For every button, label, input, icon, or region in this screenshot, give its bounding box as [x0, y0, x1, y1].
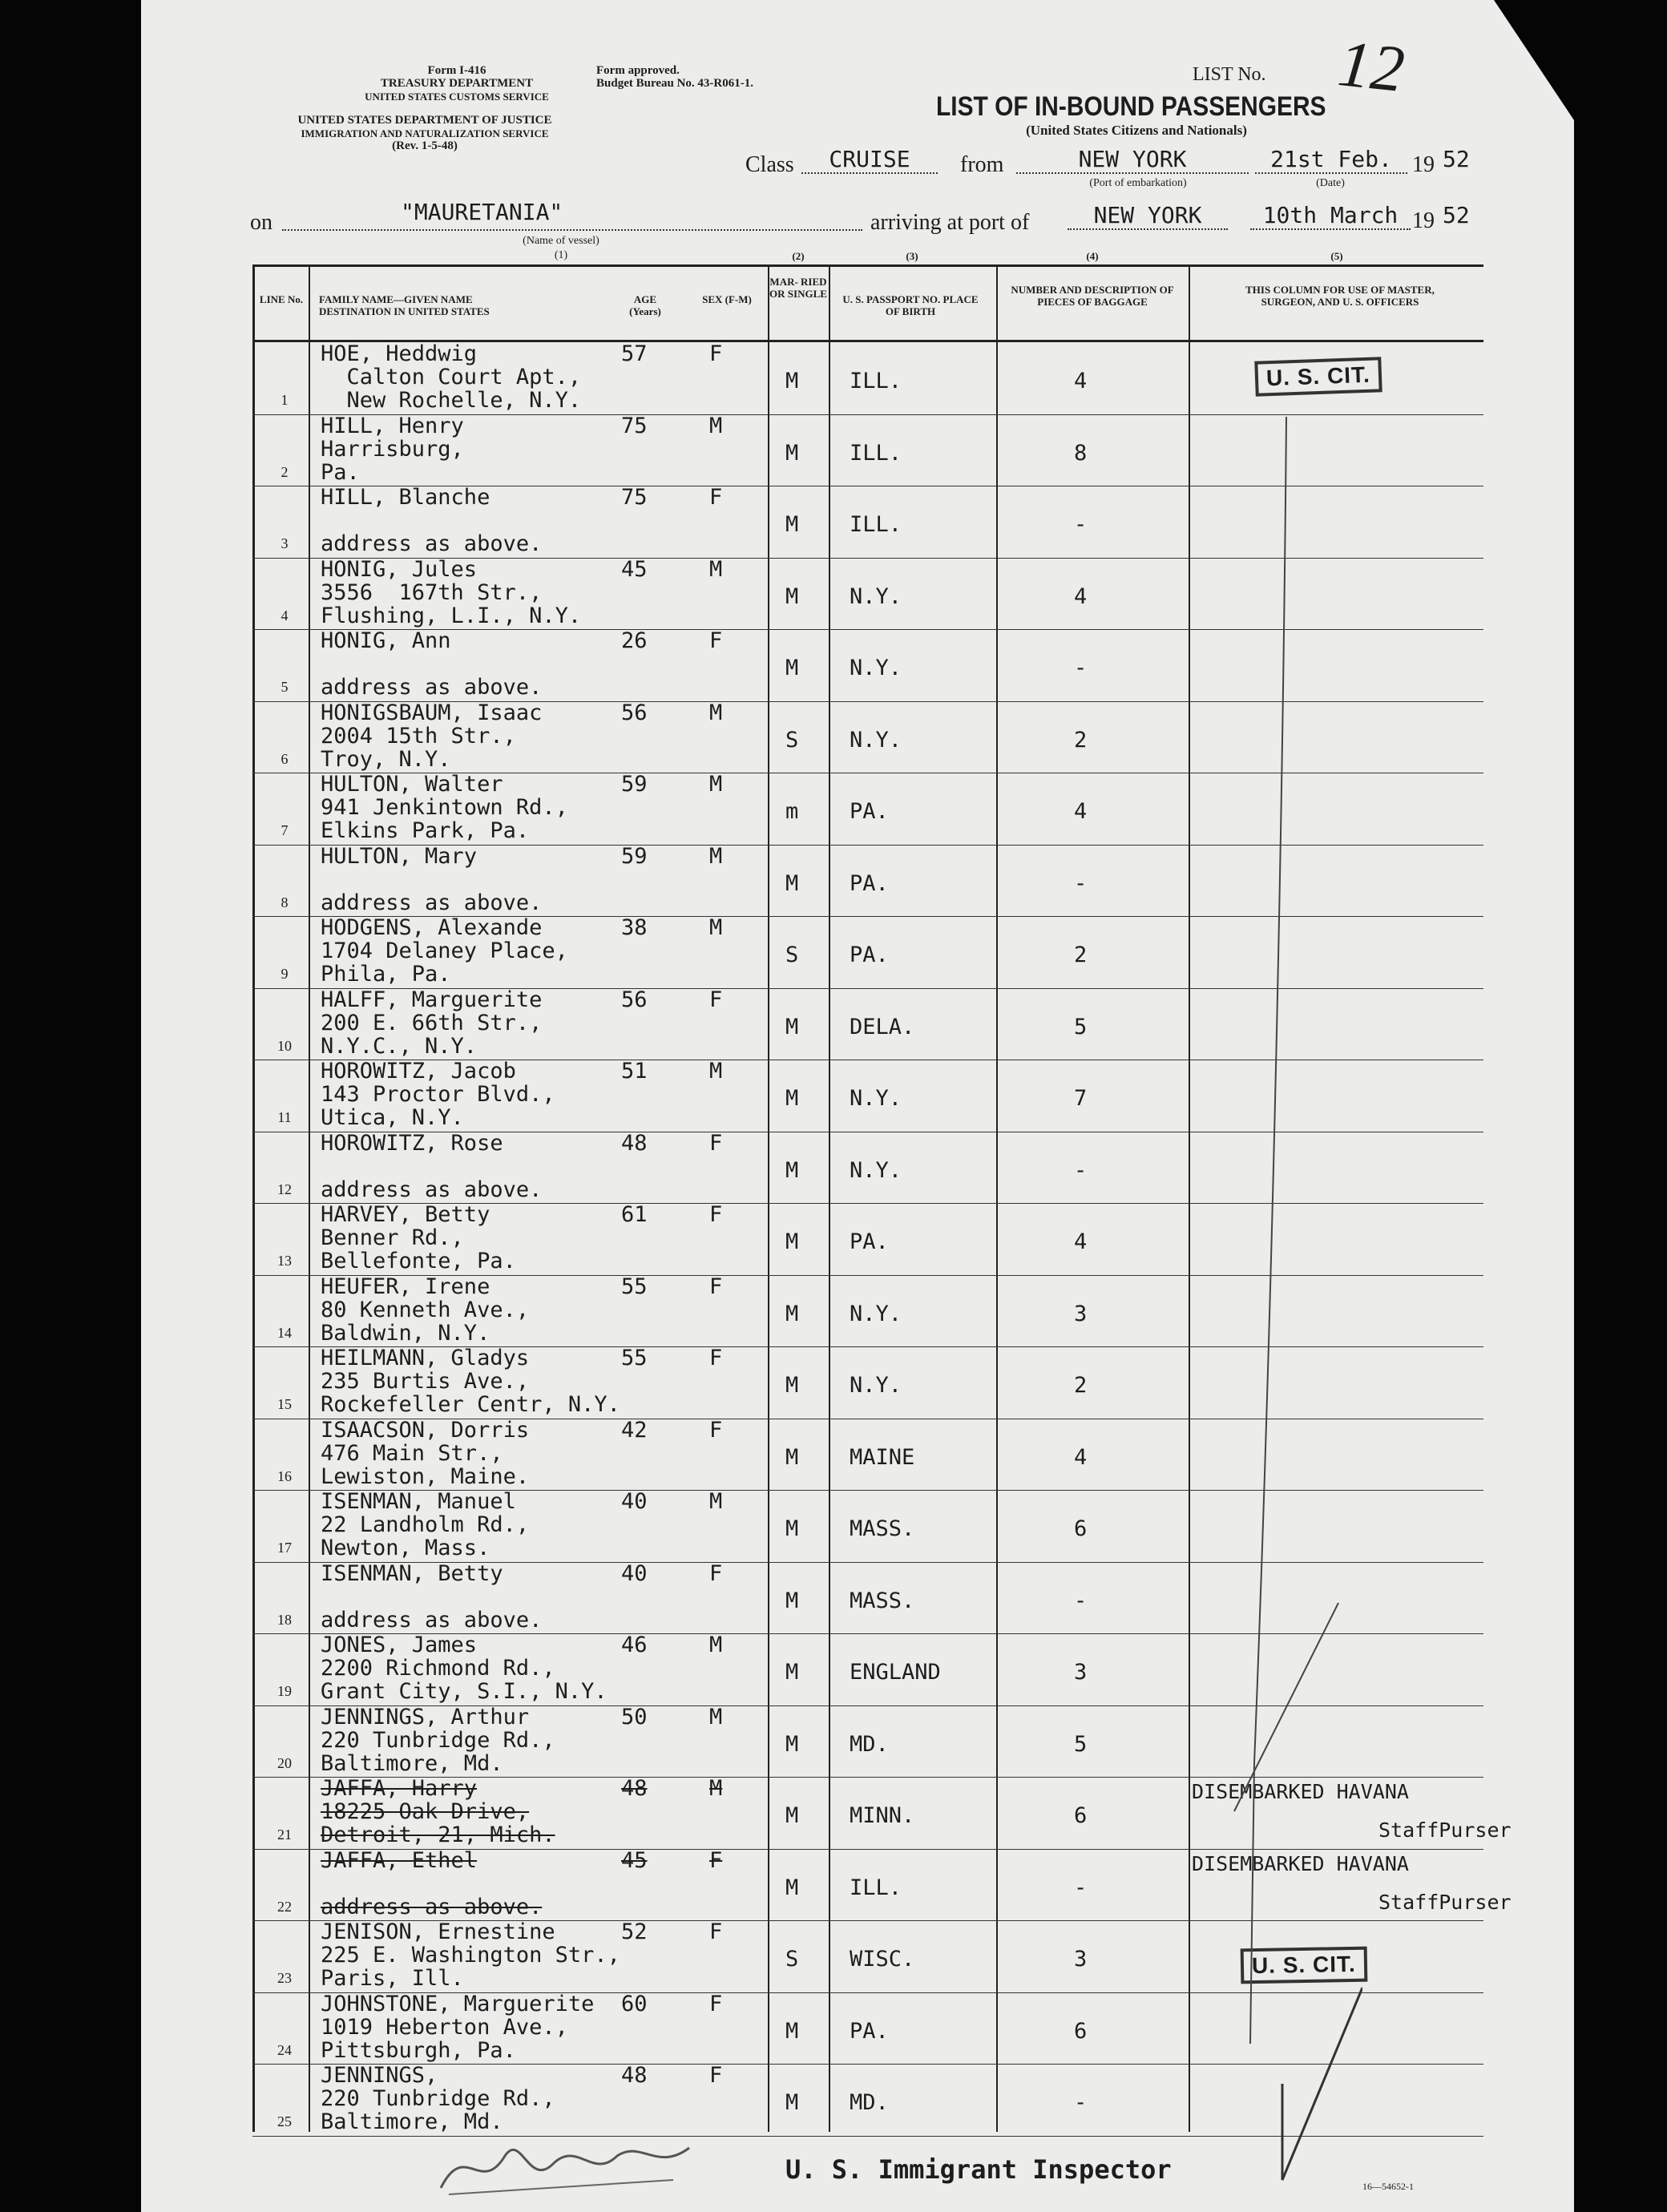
passenger-name: HEILMANN, Gladys	[321, 1346, 530, 1370]
married-single: M	[785, 1875, 799, 1900]
header-line-no: LINE No.	[259, 293, 304, 305]
address-line-2: Utica, N.Y.	[321, 1105, 464, 1130]
passenger-name: JAFFA, Harry	[321, 1776, 478, 1801]
baggage-count: 4	[1074, 799, 1088, 824]
line-number: 1	[281, 392, 289, 408]
place-of-birth: ILL.	[850, 512, 902, 537]
place-of-birth: PA.	[850, 2018, 889, 2044]
married-single: M	[785, 1588, 799, 1613]
married-single: M	[785, 1516, 799, 1541]
passenger-sex: F	[709, 341, 723, 366]
place-of-birth: ENGLAND	[850, 1660, 941, 1685]
address-line-2: Baltimore, Md.	[321, 1750, 503, 1776]
line-number: 9	[281, 966, 289, 982]
header-officers-column: THIS COLUMN FOR USE OF MASTER, SURGEON, AND U. S. OFFICERS	[1245, 284, 1435, 308]
line-number: 3	[281, 535, 289, 551]
passenger-age: 52	[621, 1919, 648, 1944]
married-single: S	[785, 727, 799, 753]
married-single: M	[785, 1157, 799, 1183]
verification-pencil-line	[1122, 401, 1362, 2204]
address-line-2: Detroit, 21, Mich.	[321, 1822, 555, 1847]
inspector-label: U. S. Immigrant Inspector	[785, 2154, 1172, 2185]
baggage-count: -	[1074, 1875, 1088, 1900]
line-number: 21	[277, 1827, 292, 1843]
address-line-1: 1704 Delaney Place,	[321, 938, 568, 963]
passenger-name: HULTON, Mary	[321, 843, 478, 869]
address-line-2: address as above.	[321, 1177, 543, 1202]
address-line-2: Phila, Pa.	[321, 962, 451, 987]
passenger-name: HILL, Blanche	[321, 485, 490, 510]
baggage-count: 3	[1074, 1301, 1088, 1326]
baggage-count: 4	[1074, 369, 1088, 394]
baggage-count: 4	[1074, 1229, 1088, 1254]
address-line-1: 143 Proctor Blvd.,	[321, 1082, 555, 1107]
from-label: from	[960, 152, 1004, 177]
baggage-count: 2	[1074, 1373, 1088, 1398]
passenger-sex: M	[709, 1704, 723, 1730]
passenger-age: 26	[621, 628, 648, 653]
document-title: LIST OF IN-BOUND PASSENGERS	[936, 91, 1326, 122]
address-line-1: 476 Main Str.,	[321, 1440, 503, 1466]
vessel-caption: (Name of vessel)	[523, 235, 599, 247]
baggage-count: -	[1074, 2090, 1088, 2115]
address-line-2: address as above.	[321, 1894, 543, 1919]
form-approved: Form approved.	[596, 64, 680, 77]
line-number: 7	[281, 822, 289, 838]
married-single: S	[785, 1947, 799, 1972]
passenger-sex: M	[709, 772, 723, 797]
married-single: S	[785, 943, 799, 967]
dept-ins: IMMIGRATION AND NATURALIZATION SERVICE	[301, 127, 549, 139]
address-line-1: Benner Rd.,	[321, 1225, 464, 1250]
baggage-count: 8	[1074, 440, 1088, 466]
line-number: 16	[277, 1467, 292, 1484]
line-number: 23	[277, 1970, 292, 1986]
passenger-name: HOE, Heddwig	[321, 341, 478, 366]
married-single: M	[785, 656, 799, 680]
officer-note: DISEMBARKED HAVANA	[1192, 1851, 1409, 1875]
married-single: M	[785, 870, 799, 896]
baggage-count: 2	[1074, 943, 1088, 967]
baggage-count: 5	[1074, 1731, 1088, 1757]
address-line-1: 941 Jenkintown Rd.,	[321, 795, 568, 820]
arrival-date: 10th March	[1250, 202, 1411, 230]
address-line-1: Calton Court Apt.,	[321, 365, 582, 390]
address-line-1: 235 Burtis Ave.,	[321, 1369, 530, 1394]
place-of-birth: MASS.	[850, 1516, 915, 1541]
passenger-age: 48	[621, 2063, 648, 2088]
dept-customs: UNITED STATES CUSTOMS SERVICE	[365, 91, 549, 103]
passenger-age: 59	[621, 843, 648, 869]
address-line-1: 80 Kenneth Ave.,	[321, 1297, 530, 1322]
line-number: 8	[281, 894, 289, 910]
passenger-name: HALFF, Marguerite	[321, 987, 543, 1012]
passenger-name: HONIG, Jules	[321, 556, 478, 582]
married-single: M	[785, 369, 799, 394]
baggage-count: 6	[1074, 2018, 1088, 2044]
dept-justice: UNITED STATES DEPARTMENT OF JUSTICE	[297, 114, 552, 127]
port-embark-caption: (Port of embarkation)	[1089, 177, 1187, 189]
passenger-sex: M	[709, 915, 723, 940]
passenger-name: HODGENS, Alexande	[321, 915, 543, 940]
line-number: 13	[277, 1253, 292, 1269]
place-of-birth: ILL.	[850, 440, 902, 466]
baggage-count: 7	[1074, 1086, 1088, 1111]
passenger-age: 48	[621, 1130, 648, 1156]
header-married-single: MAR- RIED OR SINGLE	[769, 276, 827, 300]
passenger-sex: F	[709, 1417, 723, 1443]
header-col4-number: (4)	[1086, 250, 1099, 262]
place-of-birth: N.Y.	[850, 1086, 902, 1111]
line-number: 11	[277, 1109, 292, 1125]
married-single: M	[785, 2090, 799, 2115]
passenger-sex: F	[709, 1560, 723, 1586]
baggage-count: -	[1074, 870, 1088, 896]
address-line-2: Bellefonte, Pa.	[321, 1249, 516, 1274]
married-single: M	[785, 1229, 799, 1254]
officer-signature-title: StaffPurser	[1378, 1890, 1512, 1914]
form-revision: (Rev. 1-5-48)	[392, 139, 458, 152]
married-single: M	[785, 2018, 799, 2044]
passenger-name: JOHNSTONE, Marguerite	[321, 1991, 595, 2016]
on-label: on	[250, 210, 272, 235]
passenger-age: 45	[621, 1847, 648, 1873]
address-line-1: 22 Landholm Rd.,	[321, 1512, 530, 1537]
departure-date: 21st Feb.	[1255, 146, 1407, 174]
passenger-age: 45	[621, 556, 648, 582]
line-number: 20	[277, 1754, 292, 1771]
passenger-sex: M	[709, 1633, 723, 1657]
baggage-count: -	[1074, 656, 1088, 680]
passenger-name: HULTON, Walter	[321, 772, 503, 797]
place-of-birth: ILL.	[850, 369, 902, 394]
passenger-sex: F	[709, 628, 723, 653]
address-line-2: N.Y.C., N.Y.	[321, 1033, 478, 1059]
address-line-1: 220 Tunbridge Rd.,	[321, 1727, 555, 1753]
place-of-birth: PA.	[850, 943, 889, 967]
address-line-2: Elkins Park, Pa.	[321, 818, 530, 843]
passenger-age: 51	[621, 1059, 648, 1084]
passenger-sex: M	[709, 1776, 723, 1801]
passenger-name: JENNINGS,	[321, 2063, 438, 2088]
passenger-name: HONIG, Ann	[321, 628, 451, 653]
place-of-birth: MASS.	[850, 1588, 915, 1613]
address-line-2: Pa.	[321, 459, 360, 485]
line-number: 24	[277, 2041, 292, 2058]
year-1: 52	[1443, 146, 1470, 172]
passenger-sex: F	[709, 2063, 723, 2088]
footer-form-code: 16—54652-1	[1362, 2181, 1414, 2192]
married-single: M	[785, 1086, 799, 1111]
place-of-birth: N.Y.	[850, 1301, 902, 1326]
address-line-1: Harrisburg,	[321, 436, 464, 462]
address-line-2: Pittsburgh, Pa.	[321, 2037, 516, 2063]
passenger-name: HEUFER, Irene	[321, 1274, 490, 1299]
header-col5-number: (5)	[1330, 250, 1343, 262]
line-number: 17	[277, 1540, 292, 1556]
from-value: NEW YORK	[1016, 146, 1249, 174]
passenger-sex: F	[709, 1991, 723, 2016]
passenger-age: 48	[621, 1776, 648, 1801]
passenger-sex: F	[709, 485, 723, 510]
line-number: 12	[277, 1181, 292, 1197]
form-id: Form I-416	[427, 64, 486, 77]
married-single: M	[785, 512, 799, 537]
officer-note: DISEMBARKED HAVANA	[1192, 1780, 1409, 1803]
us-citizen-stamp: U. S. CIT.	[1254, 357, 1382, 396]
passenger-sex: F	[709, 1202, 723, 1227]
married-single: M	[785, 1444, 799, 1470]
dept-treasury: TREASURY DEPARTMENT	[380, 77, 534, 90]
address-line-2: address as above.	[321, 890, 543, 915]
class-value: CRUISE	[801, 146, 938, 174]
table-top-rule	[252, 264, 1483, 267]
address-line-2: New Rochelle, N.Y.	[321, 388, 582, 413]
header-name-destination: FAMILY NAME—GIVEN NAME DESTINATION IN UNITED STATES	[319, 293, 490, 317]
passenger-age: 42	[621, 1417, 648, 1443]
address-line-2: Paris, Ill.	[321, 1966, 464, 1991]
address-line-2: Troy, N.Y.	[321, 746, 451, 772]
address-line-2: Lewiston, Maine.	[321, 1463, 530, 1489]
passenger-age: 56	[621, 700, 648, 725]
passenger-age: 61	[621, 1202, 648, 1227]
address-line-2: address as above.	[321, 675, 543, 700]
married-single: M	[785, 583, 799, 609]
passenger-name: ISENMAN, Manuel	[321, 1489, 516, 1514]
passenger-name: ISAACSON, Dorris	[321, 1417, 530, 1443]
date-caption: (Date)	[1316, 177, 1345, 189]
passenger-age: 57	[621, 341, 648, 366]
year-2: 52	[1443, 202, 1470, 228]
passenger-age: 46	[621, 1633, 648, 1657]
address-line-1: 18225 Oak Drive,	[321, 1799, 530, 1824]
header-col3-number: (3)	[906, 250, 918, 262]
baggage-count: 3	[1074, 1660, 1088, 1685]
place-of-birth: N.Y.	[850, 727, 902, 753]
place-of-birth: PA.	[850, 799, 889, 824]
arriving-label: arriving at port of	[870, 210, 1030, 235]
passenger-sex: F	[709, 1847, 723, 1873]
place-of-birth: MD.	[850, 2090, 889, 2115]
baggage-count: 5	[1074, 1014, 1088, 1039]
address-line-1: 2200 Richmond Rd.,	[321, 1656, 555, 1681]
line-number: 4	[281, 607, 289, 624]
passenger-sex: M	[709, 413, 723, 438]
place-of-birth: PA.	[850, 1229, 889, 1254]
address-line-1: 3556 167th Str.,	[321, 579, 543, 605]
place-of-birth: MAINE	[850, 1444, 915, 1470]
passenger-age: 75	[621, 413, 648, 438]
passenger-sex: M	[709, 843, 723, 869]
line-number: 14	[277, 1324, 292, 1341]
line-number: 6	[281, 750, 289, 767]
baggage-count: -	[1074, 1157, 1088, 1183]
passenger-age: 40	[621, 1560, 648, 1586]
passenger-name: JENISON, Ernestine	[321, 1919, 555, 1944]
line-number: 5	[281, 679, 289, 695]
address-line-1: 2004 15th Str.,	[321, 723, 516, 749]
baggage-count: 4	[1074, 1444, 1088, 1470]
passenger-age: 38	[621, 915, 648, 940]
place-of-birth: N.Y.	[850, 656, 902, 680]
class-label: Class	[745, 152, 794, 177]
address-line-2: Rockefeller Centr, N.Y.	[321, 1392, 620, 1417]
passenger-name: HOROWITZ, Rose	[321, 1130, 503, 1156]
arrival-port: NEW YORK	[1068, 202, 1228, 230]
line-number: 10	[277, 1037, 292, 1054]
married-single: m	[785, 799, 799, 824]
passenger-sex: F	[709, 1346, 723, 1370]
baggage-count: 3	[1074, 1947, 1088, 1972]
passenger-age: 50	[621, 1704, 648, 1730]
year-prefix-2: 19	[1412, 208, 1435, 233]
header-col2-number: (2)	[792, 250, 805, 262]
passenger-name: HOROWITZ, Jacob	[321, 1059, 516, 1084]
vessel-name: "MAURETANIA"	[401, 199, 563, 225]
passenger-sex: M	[709, 1059, 723, 1084]
passenger-sex: M	[709, 700, 723, 725]
budget-bureau: Budget Bureau No. 43-R061-1.	[596, 77, 753, 90]
married-single: M	[785, 1660, 799, 1685]
married-single: M	[785, 1803, 799, 1828]
place-of-birth: MD.	[850, 1731, 889, 1757]
address-line-1: 1019 Heberton Ave.,	[321, 2014, 568, 2040]
passenger-age: 55	[621, 1346, 648, 1370]
married-single: M	[785, 1373, 799, 1398]
passenger-name: ISENMAN, Betty	[321, 1560, 503, 1586]
place-of-birth: PA.	[850, 870, 889, 896]
passenger-age: 60	[621, 1991, 648, 2016]
line-number: 2	[281, 463, 289, 480]
list-number: 12	[1334, 26, 1408, 107]
passenger-age: 75	[621, 485, 648, 510]
passenger-sex: M	[709, 556, 723, 582]
passenger-age: 55	[621, 1274, 648, 1299]
address-line-2: Baltimore, Md.	[321, 2109, 503, 2134]
place-of-birth: ILL.	[850, 1875, 902, 1900]
list-no-label: LIST No.	[1193, 64, 1266, 85]
place-of-birth: DELA.	[850, 1014, 915, 1039]
married-single: M	[785, 440, 799, 466]
passenger-sex: F	[709, 1130, 723, 1156]
place-of-birth: MINN.	[850, 1803, 915, 1828]
address-line-2: address as above.	[321, 531, 543, 556]
officer-signature-title: StaffPurser	[1378, 1818, 1512, 1842]
vessel-underline	[282, 229, 862, 231]
married-single: M	[785, 1731, 799, 1757]
inspector-signature	[433, 2124, 705, 2204]
header-age: AGE (Years)	[629, 293, 661, 317]
passenger-name: JAFFA, Ethel	[321, 1847, 478, 1873]
passenger-sex: M	[709, 1489, 723, 1514]
address-line-2: Newton, Mass.	[321, 1536, 490, 1560]
address-line-2: Baldwin, N.Y.	[321, 1320, 490, 1346]
passenger-name: JENNINGS, Arthur	[321, 1704, 530, 1730]
vessel-col-number: (1)	[554, 249, 568, 261]
passenger-sex: F	[709, 987, 723, 1012]
baggage-count: 6	[1074, 1516, 1088, 1541]
header-sex: SEX (F-M)	[702, 293, 752, 305]
passenger-sex: F	[709, 1919, 723, 1944]
passenger-sex: F	[709, 1274, 723, 1299]
line-number: 19	[277, 1683, 292, 1699]
address-line-1: 220 Tunbridge Rd.,	[321, 2086, 555, 2111]
place-of-birth: N.Y.	[850, 1373, 902, 1398]
year-prefix-1: 19	[1412, 152, 1435, 177]
line-number: 22	[277, 1898, 292, 1915]
baggage-count: -	[1074, 1588, 1088, 1613]
passenger-name: JONES, James	[321, 1633, 478, 1657]
place-of-birth: N.Y.	[850, 583, 902, 609]
header-passport-birthplace: U. S. PASSPORT NO. PLACE OF BIRTH	[842, 293, 979, 317]
place-of-birth: N.Y.	[850, 1157, 902, 1183]
document-subtitle: (United States Citizens and Nationals)	[1026, 123, 1247, 138]
address-line-2: address as above.	[321, 1607, 543, 1633]
passenger-name: HILL, Henry	[321, 413, 464, 438]
passenger-age: 59	[621, 772, 648, 797]
passenger-age: 40	[621, 1489, 648, 1514]
address-line-2: Flushing, L.I., N.Y.	[321, 603, 582, 628]
passenger-name: HARVEY, Betty	[321, 1202, 490, 1227]
us-citizen-stamp: U. S. CIT.	[1241, 1947, 1368, 1984]
address-line-1: 200 E. 66th Str.,	[321, 1010, 543, 1035]
line-number: 18	[277, 1611, 292, 1628]
header-baggage: NUMBER AND DESCRIPTION OF PIECES OF BAGGAGE	[1011, 284, 1174, 308]
address-line-1: 225 E. Washington Str.,	[321, 1943, 620, 1968]
baggage-count: 4	[1074, 583, 1088, 609]
address-line-2: Grant City, S.I., N.Y.	[321, 1679, 607, 1704]
line-number: 15	[277, 1396, 292, 1412]
passenger-age: 56	[621, 987, 648, 1012]
baggage-count: 2	[1074, 727, 1088, 753]
passenger-name: HONIGSBAUM, Isaac	[321, 700, 543, 725]
place-of-birth: WISC.	[850, 1947, 915, 1972]
baggage-count: -	[1074, 512, 1088, 537]
baggage-count: 6	[1074, 1803, 1088, 1828]
married-single: M	[785, 1301, 799, 1326]
married-single: M	[785, 1014, 799, 1039]
line-number: 25	[277, 2113, 292, 2129]
